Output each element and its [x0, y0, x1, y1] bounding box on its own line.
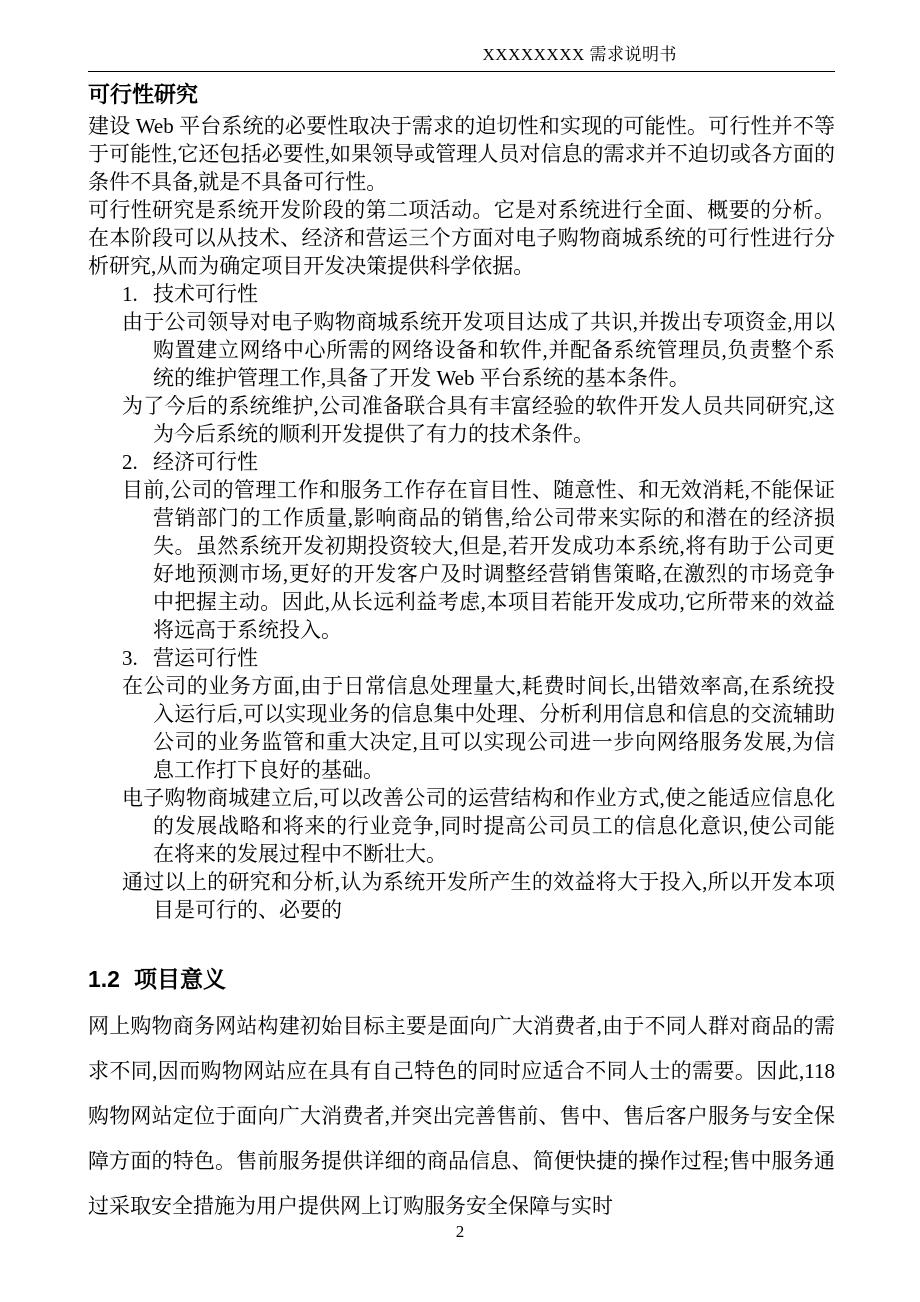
economic-feasibility-paragraph-1: 目前,公司的管理工作和服务工作存在盲目性、随意性、和无效消耗,不能保证营销部门的工作质量,影响商品的销售,给公司带来实际的和潜在的经济损失。虽然系统开发初期投资较大,但是,若开发成功本系统,将有助于公司更好地预测市场,更好的开发客户及时调整经营销售策略,在激烈的市场竞争中把握主动。因此,从长远利益考虑,本项目若能开发成功,它所带来的效益将远高于系统投入。: [122, 478, 835, 642]
feasibility-study-title: 可行性研究: [88, 82, 199, 107]
header-title: XXXXXXXX 需求说明书: [482, 45, 677, 64]
operational-feasibility-paragraph-1: 在公司的业务方面,由于日常信息处理量大,耗费时间长,出错效率高,在系统投入运行后,可以实现业务的信息集中处理、分析利用信息和信息的交流辅助公司的业务监管和重大决定,且可以实现公司进一步向网络服务发展,为信息工作打下良好的基础。: [122, 674, 835, 782]
list-item-technical-feasibility: [88, 280, 835, 308]
list-number: 2.: [122, 450, 138, 474]
list-number: 3.: [122, 646, 138, 670]
feasibility-intro-paragraph-2: 可行性研究是系统开发阶段的第二项活动。它是对系统进行全面、概要的分析。在本阶段可以从技术、经济和营运三个方面对电子购物商城系统的可行性进行分析研究,从而为确定项目开发决策提供科学依据。: [88, 198, 835, 278]
technical-feasibility-paragraph-1: 由于公司领导对电子购物商城系统开发项目达成了共识,并拨出专项资金,用以购置建立网络中心所需的网络设备和软件,并配备系统管理员,负责整个系统的维护管理工作,具备了开发 Web 平台系统的基本条件。: [122, 310, 835, 390]
section-heading-project-significance: [88, 964, 835, 994]
list-title: 技术可行性: [153, 282, 258, 306]
feasibility-conclusion-paragraph: 通过以上的研究和分析,认为系统开发所产生的效益将大于投入,所以开发本项目是可行的、必要的: [122, 870, 835, 922]
feasibility-intro-paragraph-1: 建设 Web 平台系统的必要性取决于需求的迫切性和实现的可能性。可行性并不等于可能性,它还包括必要性,如果领导或管理人员对信息的需求并不迫切或各方面的条件不具备,就是不具备可行性。: [88, 114, 835, 194]
section-number: 1.2: [88, 966, 120, 992]
list-title: 营运可行性: [153, 646, 258, 670]
page-number: 2: [455, 1222, 465, 1241]
section-title: 项目意义: [133, 966, 226, 992]
list-item-operational-feasibility: [88, 644, 835, 672]
list-item-economic-feasibility: [88, 448, 835, 476]
list-number: 1.: [122, 282, 138, 306]
page-header: [88, 0, 835, 72]
technical-feasibility-paragraph-2: 为了今后的系统维护,公司准备联合具有丰富经验的软件开发人员共同研究,这为今后系统的顺利开发提供了有力的技术条件。: [122, 394, 835, 446]
list-title: 经济可行性: [153, 450, 258, 474]
page-content: [88, 0, 835, 1229]
project-significance-paragraph: 网上购物商务网站构建初始目标主要是面向广大消费者,由于不同人群对商品的需求不同,因而购物网站应在具有自己特色的同时应适合不同人士的需要。因此,118 购物网站定位于面向广大消费者,并突出完善售前、售中、售后客户服务与安全保障方面的特色。售前服务提供详细的商品信息、简便快捷的操作过程;售中服务通过采取安全措施为用户提供网上订购服务安全保障与实时: [88, 1014, 835, 1218]
operational-feasibility-paragraph-2: 电子购物商城建立后,可以改善公司的运营结构和作业方式,使之能适应信息化的发展战略和将来的行业竞争,同时提高公司员工的信息化意识,使公司能在将来的发展过程中不断壮大。: [122, 786, 835, 866]
